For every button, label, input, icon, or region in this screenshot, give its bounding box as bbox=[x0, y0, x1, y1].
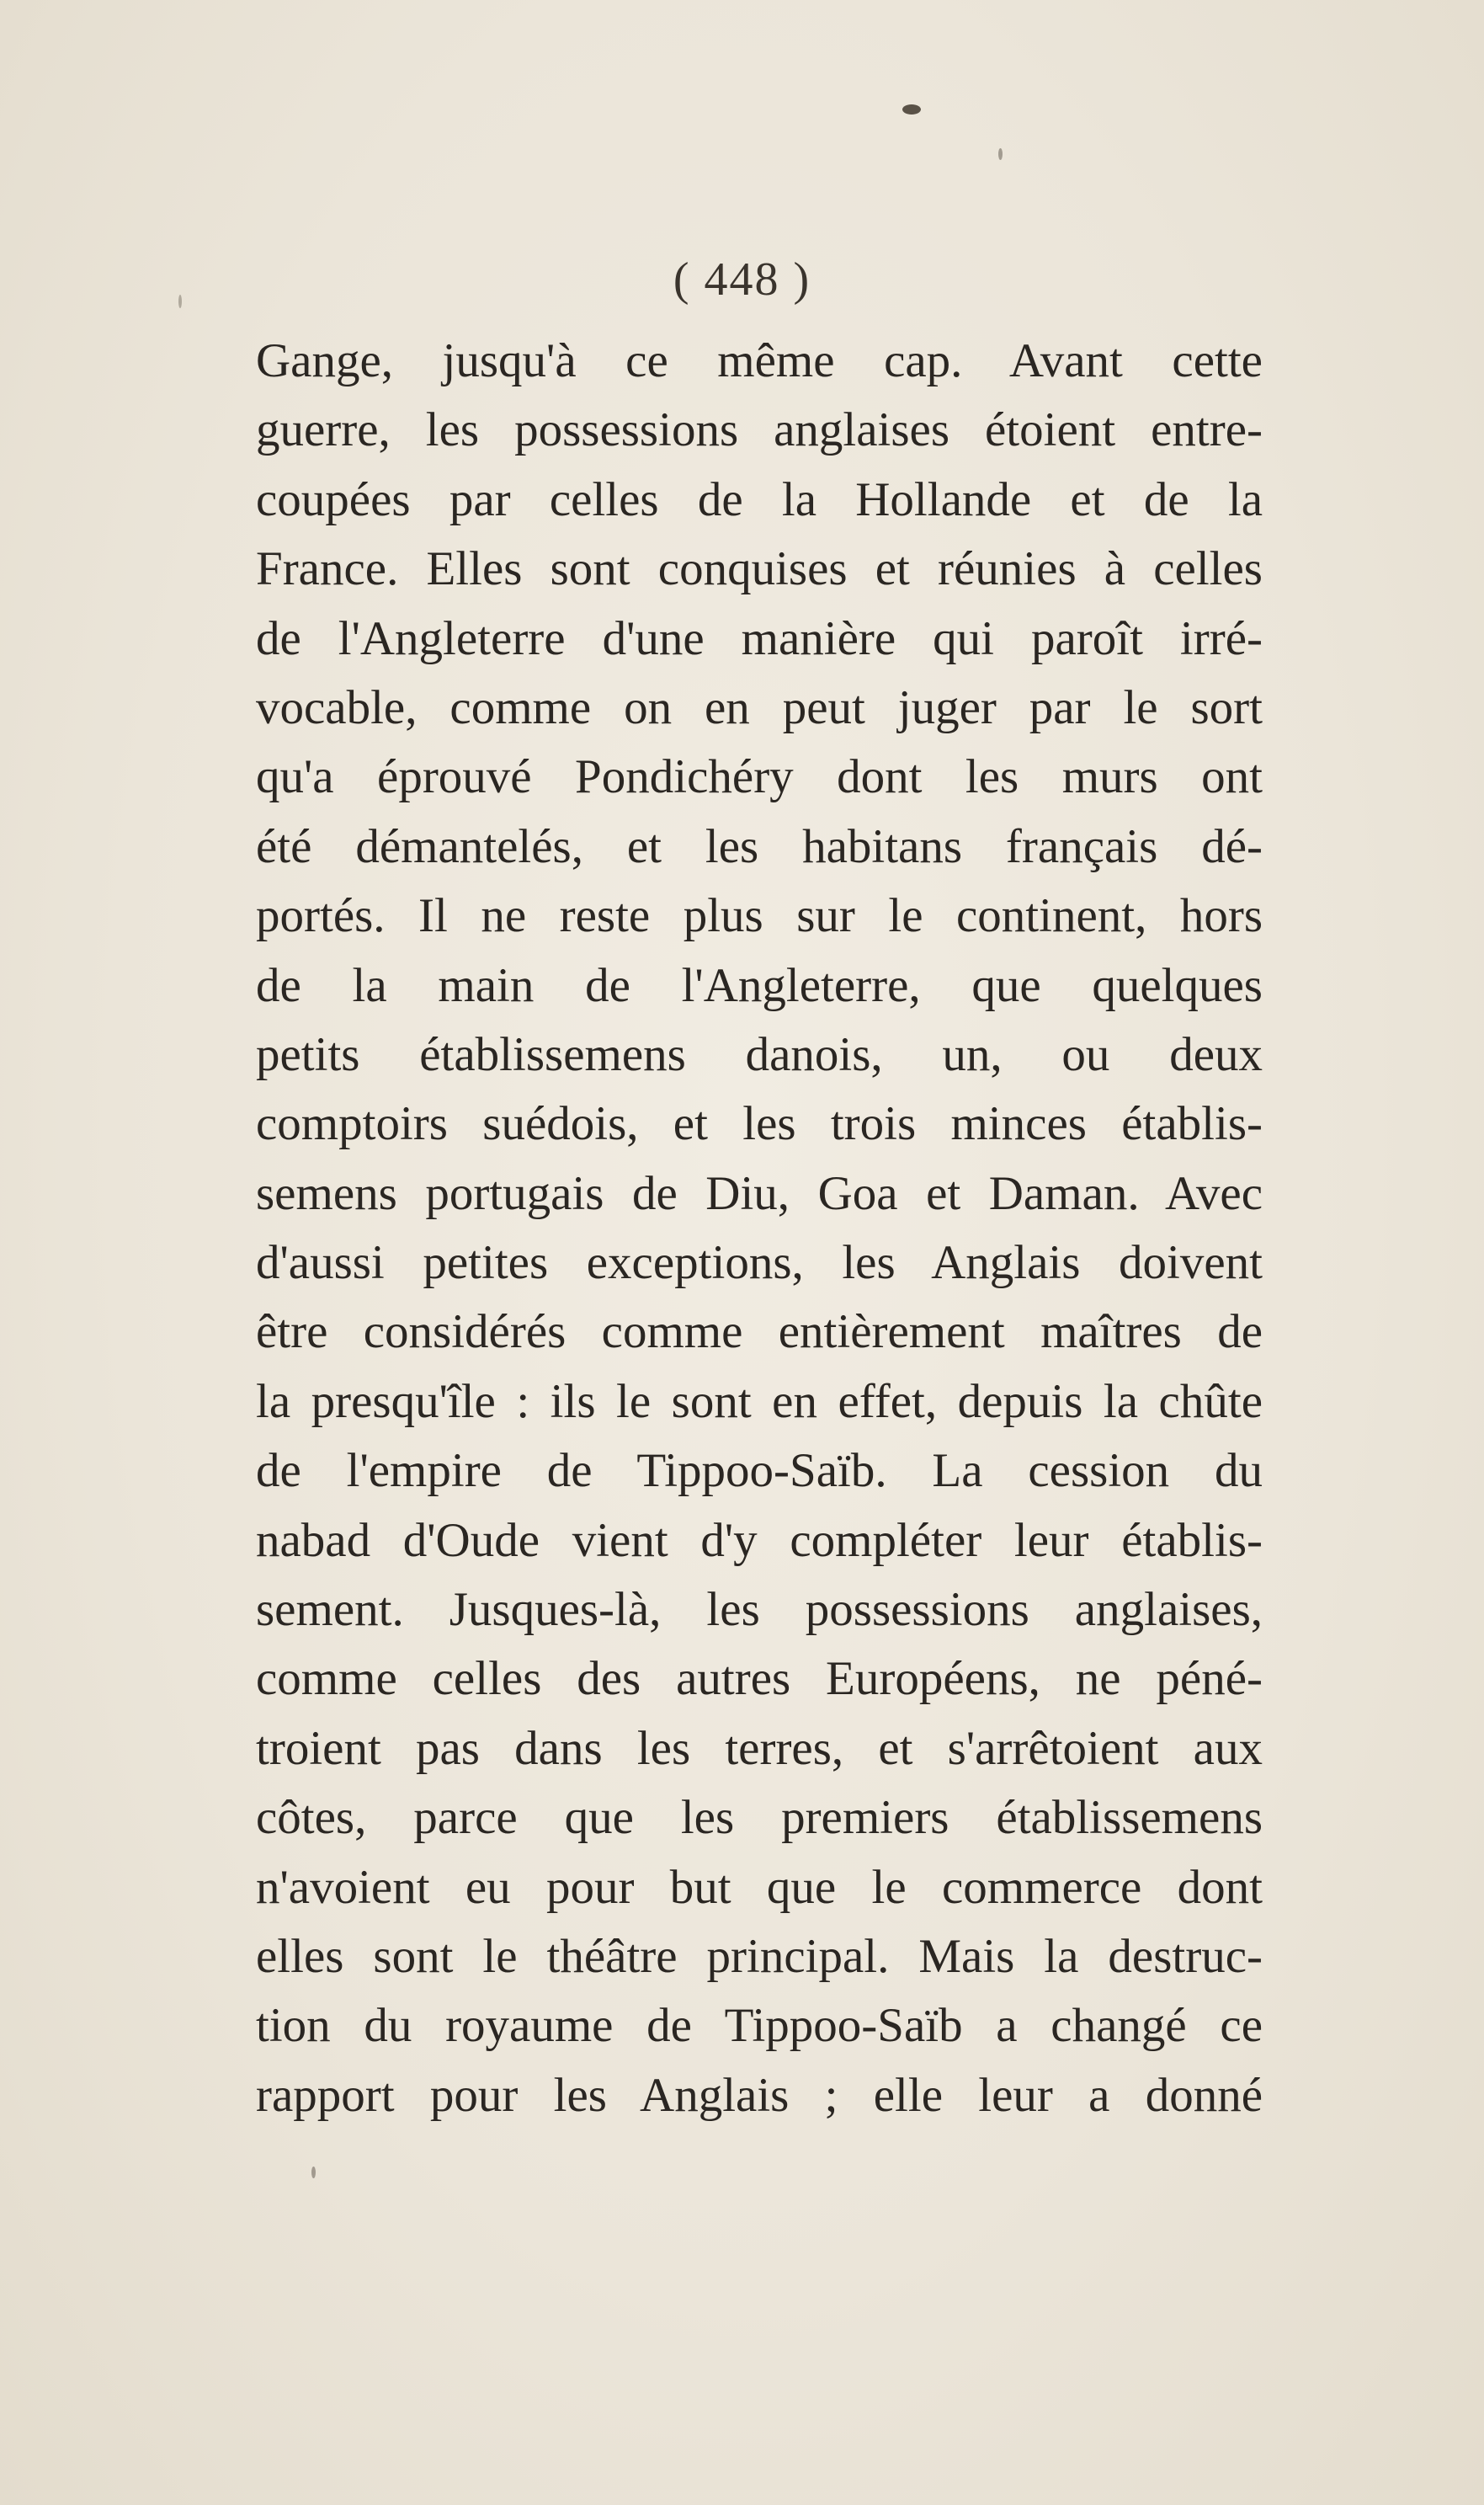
text-line: coupées par celles de la Hollande et de la bbox=[256, 472, 1263, 526]
text-line: elles sont le théâtre principal. Mais la destruc- bbox=[256, 1929, 1263, 1983]
text-line: sement. Jusques-là, les possessions anglaises, bbox=[256, 1583, 1263, 1637]
text-line: de la main de l'Angleterre, que quelques bbox=[256, 958, 1263, 1012]
text-line: qu'a éprouvé Pondichéry dont les murs ont bbox=[256, 750, 1263, 804]
text-line: comme celles des autres Européens, ne péné- bbox=[256, 1652, 1263, 1706]
text-line: guerre, les possessions anglaises étoient entre- bbox=[256, 403, 1263, 457]
ink-speck bbox=[998, 148, 1003, 160]
text-line: été démantelés, et les habitans français dé- bbox=[256, 819, 1263, 873]
text-line: être considérés comme entièrement maîtres de bbox=[256, 1305, 1263, 1359]
text-line: de l'Angleterre d'une manière qui paroît irré- bbox=[256, 611, 1263, 665]
text-line: tion du royaume de Tippoo-Saïb a changé ce bbox=[256, 1999, 1263, 2053]
text-line: semens portugais de Diu, Goa et Daman. Avec bbox=[256, 1166, 1263, 1220]
page-number: ( 448 ) bbox=[673, 253, 811, 306]
text-line: portés. Il ne reste plus sur le continent, hors bbox=[256, 889, 1263, 943]
text-line: rapport pour les Anglais ; elle leur a donné bbox=[256, 2068, 1263, 2122]
text-line: n'avoient eu pour but que le commerce dont bbox=[256, 1860, 1263, 1914]
text-line: France. Elles sont conquises et réunies à celles bbox=[256, 542, 1263, 596]
text-line: petits établissemens danois, un, ou deux bbox=[256, 1027, 1263, 1081]
ink-speck bbox=[311, 2167, 316, 2178]
body-text bbox=[256, 327, 1263, 2130]
text-line: comptoirs suédois, et les trois minces établis- bbox=[256, 1097, 1263, 1151]
text-line: de l'empire de Tippoo-Saïb. La cession du bbox=[256, 1444, 1263, 1498]
text-line: troient pas dans les terres, et s'arrêtoient aux bbox=[256, 1721, 1263, 1775]
text-line: vocable, comme on en peut juger par le sort bbox=[256, 680, 1263, 734]
text-line: la presqu'île : ils le sont en effet, depuis la chûte bbox=[256, 1374, 1263, 1428]
text-line: nabad d'Oude vient d'y compléter leur établis- bbox=[256, 1513, 1263, 1567]
ink-speck bbox=[902, 104, 921, 115]
text-line: d'aussi petites exceptions, les Anglais doivent bbox=[256, 1236, 1263, 1290]
text-line: côtes, parce que les premiers établissemens bbox=[256, 1791, 1263, 1845]
text-line: Gange, jusqu'à ce même cap. Avant cette bbox=[256, 334, 1263, 387]
